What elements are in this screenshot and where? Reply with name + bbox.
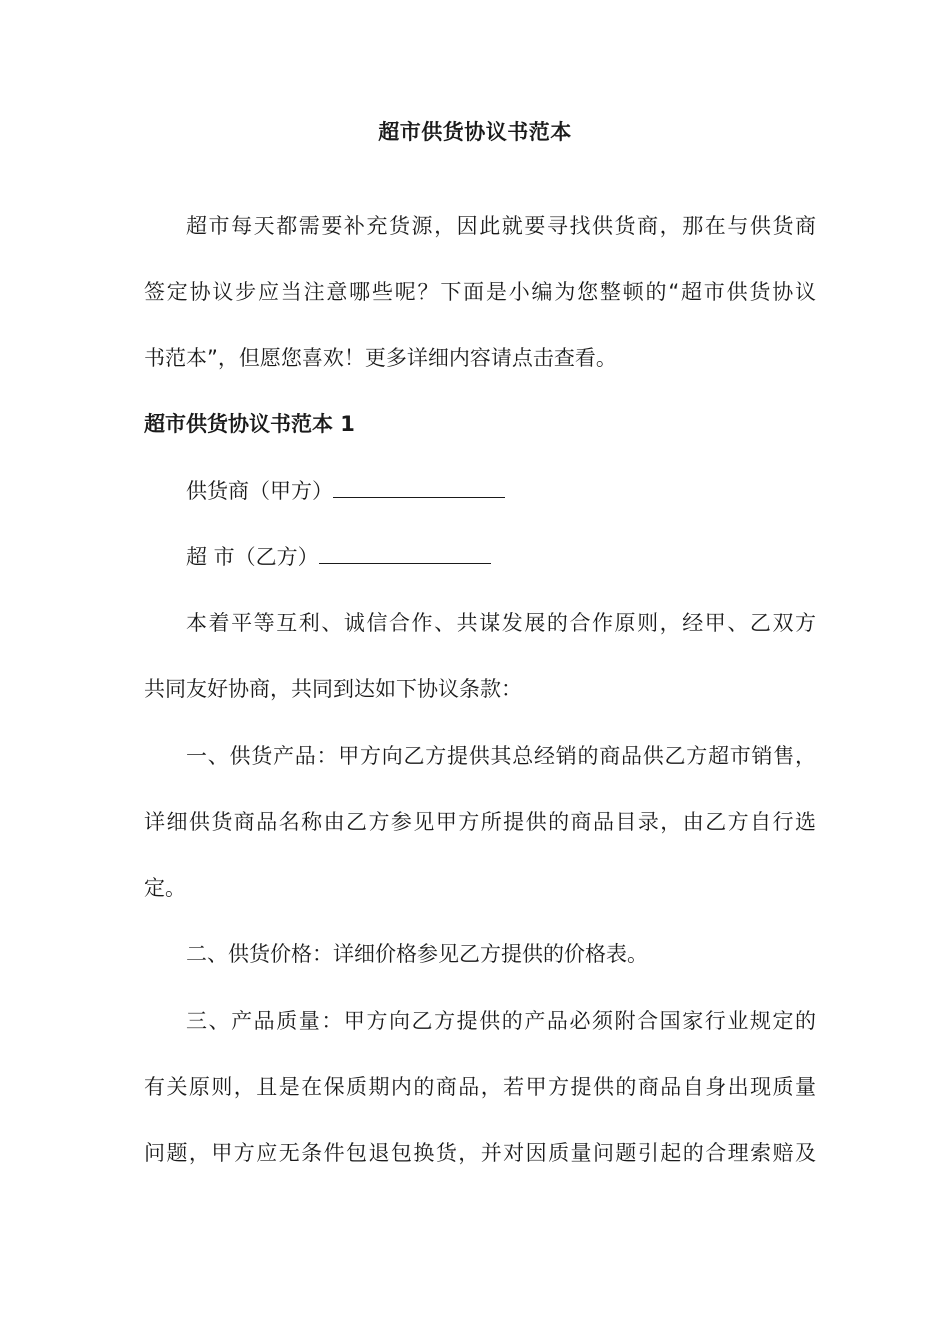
party-a-line xyxy=(186,475,816,507)
party-a-blank xyxy=(333,475,505,498)
clause-1-line-3: 定。 xyxy=(144,876,186,900)
party-b-label: 超 市（乙方） xyxy=(186,545,319,569)
clause-1-line-1: 一、供货产品：甲方向乙方提供其总经销的商品供乙方超市销售， xyxy=(186,744,816,768)
intro-line-1: 超市每天都需要补充货源，因此就要寻找供货商，那在与供货商 xyxy=(186,214,816,238)
party-b-blank xyxy=(319,541,491,564)
intro-line-2: 签定协议步应当注意哪些呢？下面是小编为您整顿的“超市供货协议 xyxy=(144,280,816,304)
intro-line-3: 书范本”，但愿您喜欢！更多详细内容请点击查看。 xyxy=(144,346,617,370)
section-heading: 超市供货协议书范本 1 xyxy=(144,412,355,436)
clause-3-line-3: 问题，甲方应无条件包退包换货，并对因质量问题引起的合理索赔及 xyxy=(144,1141,816,1165)
clause-3-line-2: 有关原则，且是在保质期内的商品，若甲方提供的商品自身出现质量 xyxy=(144,1075,816,1099)
document-title: 超市供货协议书范本 xyxy=(378,120,572,144)
party-a-label: 供货商（甲方） xyxy=(186,479,333,503)
party-b-line xyxy=(186,541,816,573)
clause-2-line-1: 二、供货价格：详细价格参见乙方提供的价格表。 xyxy=(186,942,648,966)
clause-3-line-1: 三、产品质量：甲方向乙方提供的产品必须附合国家行业规定的 xyxy=(186,1009,816,1033)
clause-1-line-2: 详细供货商品名称由乙方参见甲方所提供的商品目录，由乙方自行选 xyxy=(144,810,816,834)
principle-line-1: 本着平等互利、诚信合作、共谋发展的合作原则，经甲、乙双方 xyxy=(186,611,816,635)
principle-line-2: 共同友好协商，共同到达如下协议条款： xyxy=(144,677,522,701)
